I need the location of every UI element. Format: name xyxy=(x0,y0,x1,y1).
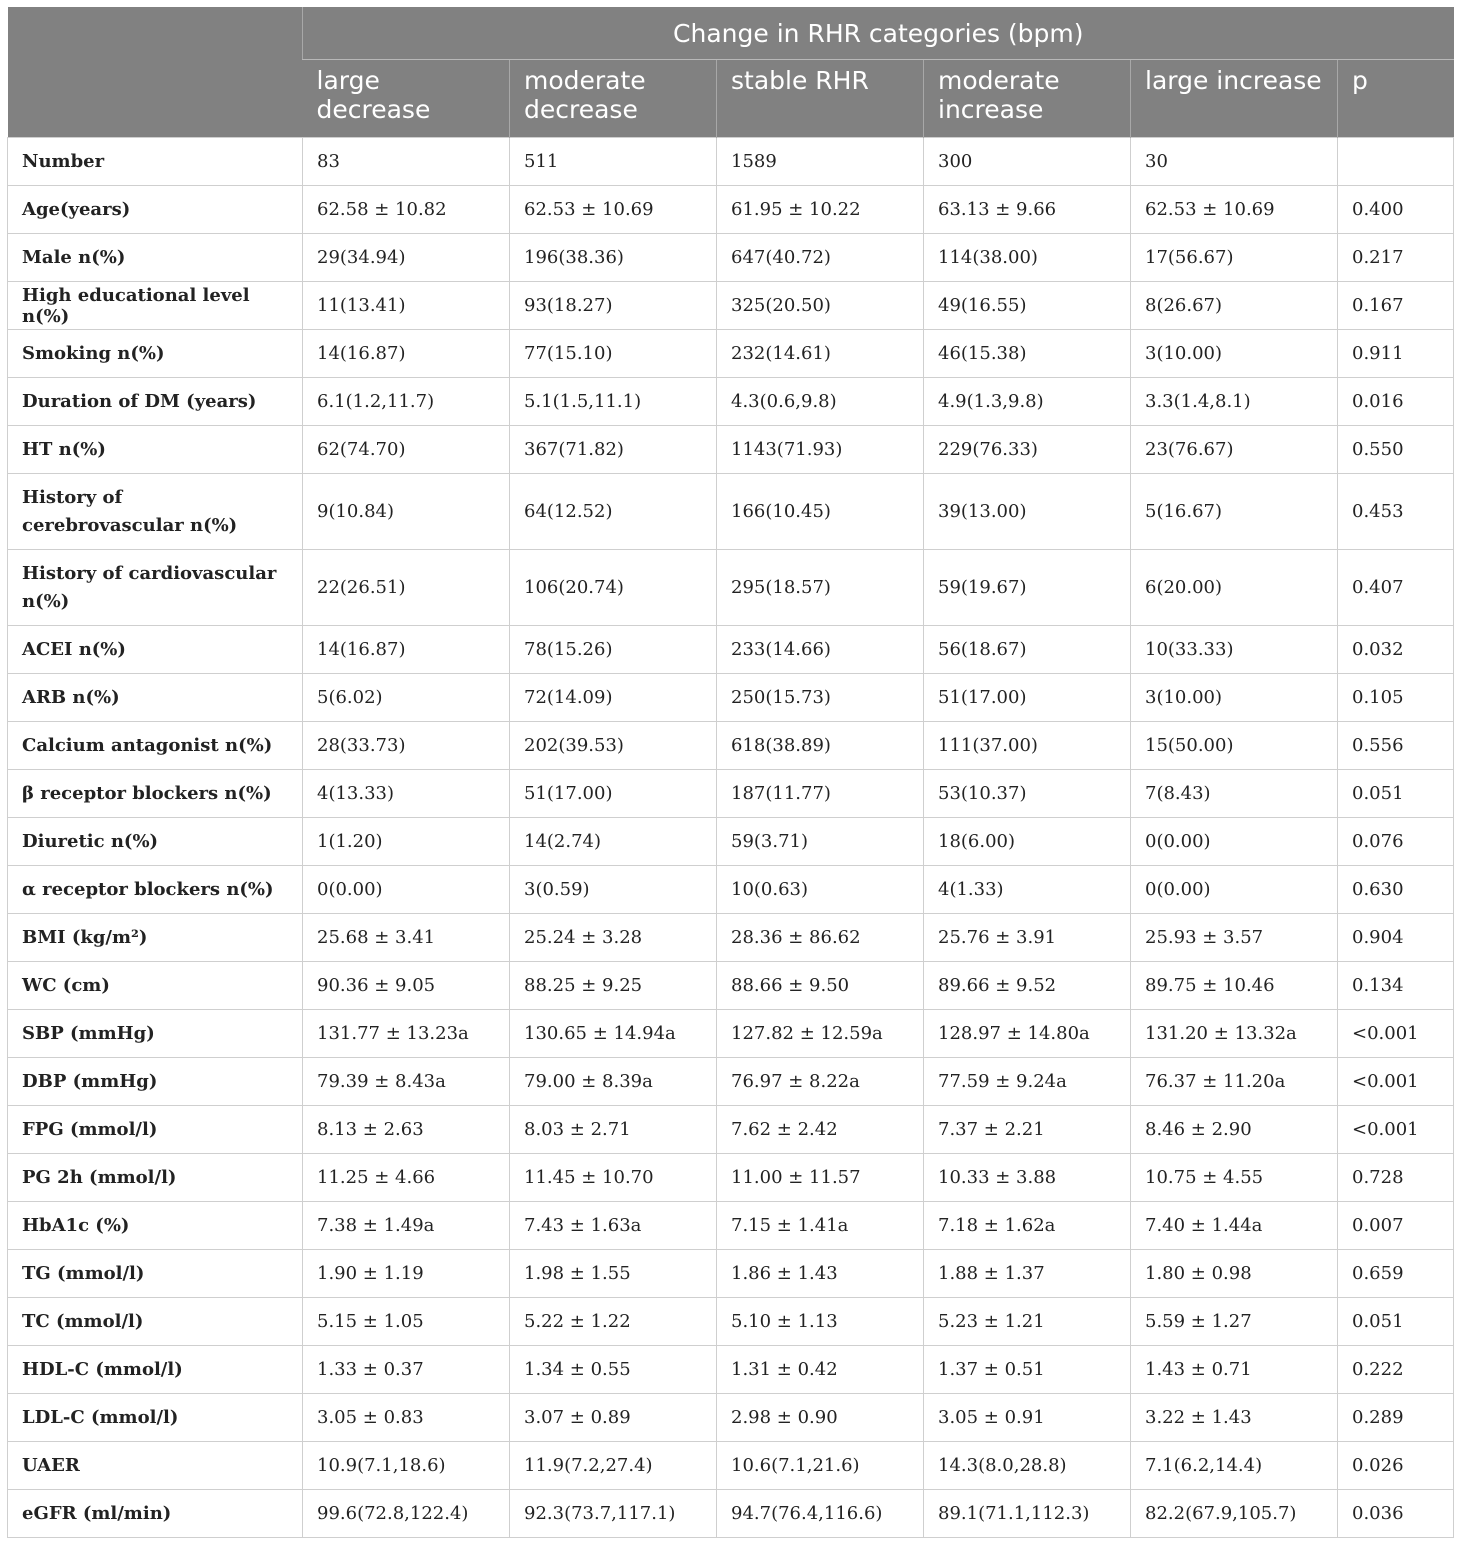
table-cell: 0.222 xyxy=(1338,1346,1454,1394)
table-cell: 30 xyxy=(1131,138,1338,186)
table-cell: 295(18.57) xyxy=(717,550,924,626)
table-row xyxy=(8,962,1454,1010)
table-cell: 0.911 xyxy=(1338,330,1454,378)
row-label: HbA1c (%) xyxy=(8,1202,303,1250)
table-cell: 128.97 ± 14.80a xyxy=(924,1010,1131,1058)
table-row xyxy=(8,722,1454,770)
row-label: ACEI n(%) xyxy=(8,626,303,674)
table-cell: 1.37 ± 0.51 xyxy=(924,1346,1131,1394)
table-cell: 8(26.67) xyxy=(1131,282,1338,330)
table-cell: 618(38.89) xyxy=(717,722,924,770)
table-cell: 0(0.00) xyxy=(303,866,510,914)
table-cell: 232(14.61) xyxy=(717,330,924,378)
table-row xyxy=(8,1490,1454,1538)
table-cell: 76.97 ± 8.22a xyxy=(717,1058,924,1106)
table-cell: 1.88 ± 1.37 xyxy=(924,1250,1131,1298)
table-row xyxy=(8,550,1454,626)
row-label: WC (cm) xyxy=(8,962,303,1010)
table-cell: 28.36 ± 86.62 xyxy=(717,914,924,962)
table-cell: 4(13.33) xyxy=(303,770,510,818)
table-cell: 6(20.00) xyxy=(1131,550,1338,626)
table-cell: 0.051 xyxy=(1338,1298,1454,1346)
header-corner-cell xyxy=(8,7,303,138)
table-cell: 83 xyxy=(303,138,510,186)
table-cell: 1.43 ± 0.71 xyxy=(1131,1346,1338,1394)
table-cell: 10.9(7.1,18.6) xyxy=(303,1442,510,1490)
table-cell: 0.289 xyxy=(1338,1394,1454,1442)
table-row xyxy=(8,1250,1454,1298)
table-cell: 1143(71.93) xyxy=(717,426,924,474)
table-cell: 10.33 ± 3.88 xyxy=(924,1154,1131,1202)
table-cell: 28(33.73) xyxy=(303,722,510,770)
table-cell: 1589 xyxy=(717,138,924,186)
table-cell: 7.37 ± 2.21 xyxy=(924,1106,1131,1154)
row-label: Number xyxy=(8,138,303,186)
table-cell: 89.1(71.1,112.3) xyxy=(924,1490,1131,1538)
table-cell: 1.33 ± 0.37 xyxy=(303,1346,510,1394)
table-cell: 196(38.36) xyxy=(510,234,717,282)
table-row xyxy=(8,330,1454,378)
row-label: DBP (mmHg) xyxy=(8,1058,303,1106)
table-row xyxy=(8,234,1454,282)
table-cell: 0(0.00) xyxy=(1131,818,1338,866)
table-cell: 14(16.87) xyxy=(303,626,510,674)
table-cell: 72(14.09) xyxy=(510,674,717,722)
table-cell: 0.051 xyxy=(1338,770,1454,818)
table-cell: 14.3(8.0,28.8) xyxy=(924,1442,1131,1490)
table-cell: 166(10.45) xyxy=(717,474,924,550)
table-cell: 0.728 xyxy=(1338,1154,1454,1202)
table-body xyxy=(8,138,1454,1538)
table-cell: 1.31 ± 0.42 xyxy=(717,1346,924,1394)
table-cell: 1.34 ± 0.55 xyxy=(510,1346,717,1394)
table-cell: 3.07 ± 0.89 xyxy=(510,1394,717,1442)
table-cell: 0.556 xyxy=(1338,722,1454,770)
table-cell: 25.68 ± 3.41 xyxy=(303,914,510,962)
table-cell: 5.10 ± 1.13 xyxy=(717,1298,924,1346)
table-cell: 106(20.74) xyxy=(510,550,717,626)
row-label: Calcium antagonist n(%) xyxy=(8,722,303,770)
table-row xyxy=(8,1346,1454,1394)
table-cell: 5(6.02) xyxy=(303,674,510,722)
table-cell: 62.53 ± 10.69 xyxy=(1131,186,1338,234)
table-cell: 0.217 xyxy=(1338,234,1454,282)
table-cell: 647(40.72) xyxy=(717,234,924,282)
table-cell: 187(11.77) xyxy=(717,770,924,818)
table-cell: 88.25 ± 9.25 xyxy=(510,962,717,1010)
table-row xyxy=(8,474,1454,550)
table-cell: 53(10.37) xyxy=(924,770,1131,818)
table-row xyxy=(8,1058,1454,1106)
table-row xyxy=(8,282,1454,330)
row-label: History of cardiovascular n(%) xyxy=(8,550,303,626)
table-cell: 51(17.00) xyxy=(924,674,1131,722)
table-cell: 14(16.87) xyxy=(303,330,510,378)
table-cell: 93(18.27) xyxy=(510,282,717,330)
table-cell: 202(39.53) xyxy=(510,722,717,770)
table-cell: 17(56.67) xyxy=(1131,234,1338,282)
table-cell: 10(0.63) xyxy=(717,866,924,914)
table-cell: 0.026 xyxy=(1338,1442,1454,1490)
row-label: β receptor blockers n(%) xyxy=(8,770,303,818)
table-cell: 114(38.00) xyxy=(924,234,1131,282)
table-cell: 233(14.66) xyxy=(717,626,924,674)
table-row xyxy=(8,186,1454,234)
table-cell: 23(76.67) xyxy=(1131,426,1338,474)
table-cell: 0.032 xyxy=(1338,626,1454,674)
table-cell: 51(17.00) xyxy=(510,770,717,818)
table-cell: 367(71.82) xyxy=(510,426,717,474)
row-label: Male n(%) xyxy=(8,234,303,282)
row-label: History of cerebrovascular n(%) xyxy=(8,474,303,550)
table-cell: 5.59 ± 1.27 xyxy=(1131,1298,1338,1346)
row-label: High educational level n(%) xyxy=(8,282,303,330)
table-cell: 0.400 xyxy=(1338,186,1454,234)
table-cell: 62.58 ± 10.82 xyxy=(303,186,510,234)
table-cell: 8.46 ± 2.90 xyxy=(1131,1106,1338,1154)
table-cell: 77(15.10) xyxy=(510,330,717,378)
table-cell: 29(34.94) xyxy=(303,234,510,282)
table-cell: 4.3(0.6,9.8) xyxy=(717,378,924,426)
table-cell: 0.016 xyxy=(1338,378,1454,426)
table-header xyxy=(8,7,1454,138)
table-cell: 3.05 ± 0.91 xyxy=(924,1394,1131,1442)
table-cell: 10.6(7.1,21.6) xyxy=(717,1442,924,1490)
table-row xyxy=(8,626,1454,674)
table-cell: 6.1(1.2,11.7) xyxy=(303,378,510,426)
table-cell: 11.45 ± 10.70 xyxy=(510,1154,717,1202)
row-label: LDL-C (mmol/l) xyxy=(8,1394,303,1442)
row-label: Age(years) xyxy=(8,186,303,234)
table-cell: 300 xyxy=(924,138,1131,186)
table-cell: 82.2(67.9,105.7) xyxy=(1131,1490,1338,1538)
table-cell: 25.76 ± 3.91 xyxy=(924,914,1131,962)
table-cell: 89.75 ± 10.46 xyxy=(1131,962,1338,1010)
table-row xyxy=(8,138,1454,186)
table-cell: 131.20 ± 13.32a xyxy=(1131,1010,1338,1058)
row-label: α receptor blockers n(%) xyxy=(8,866,303,914)
table-cell: 14(2.74) xyxy=(510,818,717,866)
table-cell: 5.23 ± 1.21 xyxy=(924,1298,1131,1346)
table-cell: 39(13.00) xyxy=(924,474,1131,550)
table-cell: 5.22 ± 1.22 xyxy=(510,1298,717,1346)
table-row xyxy=(8,426,1454,474)
column-header-large-increase: large increase xyxy=(1131,60,1338,138)
table-cell: 511 xyxy=(510,138,717,186)
table-cell: 25.24 ± 3.28 xyxy=(510,914,717,962)
table-cell: 59(3.71) xyxy=(717,818,924,866)
table-cell: 11.00 ± 11.57 xyxy=(717,1154,924,1202)
table-cell: 10(33.33) xyxy=(1131,626,1338,674)
table-cell: 0.076 xyxy=(1338,818,1454,866)
table-cell: 0.659 xyxy=(1338,1250,1454,1298)
row-label: TC (mmol/l) xyxy=(8,1298,303,1346)
table-row xyxy=(8,1202,1454,1250)
table-cell: 62.53 ± 10.69 xyxy=(510,186,717,234)
table-row xyxy=(8,674,1454,722)
table-cell: 11.25 ± 4.66 xyxy=(303,1154,510,1202)
row-label: BMI (kg/m²) xyxy=(8,914,303,962)
table-cell: 4(1.33) xyxy=(924,866,1131,914)
table-row xyxy=(8,770,1454,818)
table-cell: 7.1(6.2,14.4) xyxy=(1131,1442,1338,1490)
table-cell: 0.167 xyxy=(1338,282,1454,330)
column-header-moderate-increase: moderate increase xyxy=(924,60,1131,138)
table-cell: 62(74.70) xyxy=(303,426,510,474)
table-cell: 3(10.00) xyxy=(1131,674,1338,722)
table-row xyxy=(8,1442,1454,1490)
table-row xyxy=(8,1394,1454,1442)
table-cell: 131.77 ± 13.23a xyxy=(303,1010,510,1058)
table-cell: 92.3(73.7,117.1) xyxy=(510,1490,717,1538)
table-cell: 3.05 ± 0.83 xyxy=(303,1394,510,1442)
row-label: Duration of DM (years) xyxy=(8,378,303,426)
table-cell: 15(50.00) xyxy=(1131,722,1338,770)
table-cell: 2.98 ± 0.90 xyxy=(717,1394,924,1442)
table-row xyxy=(8,1010,1454,1058)
table-cell: 7.15 ± 1.41a xyxy=(717,1202,924,1250)
column-header-p-value: p xyxy=(1338,60,1454,138)
table-cell: 1(1.20) xyxy=(303,818,510,866)
table-cell: 59(19.67) xyxy=(924,550,1131,626)
table-cell: 3.3(1.4,8.1) xyxy=(1131,378,1338,426)
table-cell: 11(13.41) xyxy=(303,282,510,330)
table-cell: 250(15.73) xyxy=(717,674,924,722)
table-row xyxy=(8,914,1454,962)
table-cell: <0.001 xyxy=(1338,1058,1454,1106)
table-cell: 0.550 xyxy=(1338,426,1454,474)
column-header-moderate-decrease: moderate decrease xyxy=(510,60,717,138)
table-cell: 325(20.50) xyxy=(717,282,924,330)
row-label: UAER xyxy=(8,1442,303,1490)
table-cell: 0.007 xyxy=(1338,1202,1454,1250)
table-cell: 0.105 xyxy=(1338,674,1454,722)
table-cell: 5(16.67) xyxy=(1131,474,1338,550)
table-cell: 11.9(7.2,27.4) xyxy=(510,1442,717,1490)
table-cell: 0(0.00) xyxy=(1131,866,1338,914)
table-cell: 7.18 ± 1.62a xyxy=(924,1202,1131,1250)
table-cell: 22(26.51) xyxy=(303,550,510,626)
table-cell: 7.62 ± 2.42 xyxy=(717,1106,924,1154)
table-cell: 0.630 xyxy=(1338,866,1454,914)
table-cell: 49(16.55) xyxy=(924,282,1131,330)
table-cell: 7(8.43) xyxy=(1131,770,1338,818)
table-cell: 0.134 xyxy=(1338,962,1454,1010)
table-cell xyxy=(1338,138,1454,186)
row-label: SBP (mmHg) xyxy=(8,1010,303,1058)
table-cell: 79.39 ± 8.43a xyxy=(303,1058,510,1106)
table-row xyxy=(8,866,1454,914)
table-cell: 46(15.38) xyxy=(924,330,1131,378)
table-cell: 90.36 ± 9.05 xyxy=(303,962,510,1010)
table-cell: 78(15.26) xyxy=(510,626,717,674)
table-cell: 5.15 ± 1.05 xyxy=(303,1298,510,1346)
table-cell: 8.13 ± 2.63 xyxy=(303,1106,510,1154)
row-label: PG 2h (mmol/l) xyxy=(8,1154,303,1202)
column-header-large-decrease: large decrease xyxy=(303,60,510,138)
table-cell: 0.453 xyxy=(1338,474,1454,550)
table-cell: 7.40 ± 1.44a xyxy=(1131,1202,1338,1250)
table-cell: <0.001 xyxy=(1338,1010,1454,1058)
table-cell: 76.37 ± 11.20a xyxy=(1131,1058,1338,1106)
table-cell: 8.03 ± 2.71 xyxy=(510,1106,717,1154)
table-cell: 3.22 ± 1.43 xyxy=(1131,1394,1338,1442)
table-row xyxy=(8,1154,1454,1202)
table-cell: 94.7(76.4,116.6) xyxy=(717,1490,924,1538)
table-cell: 61.95 ± 10.22 xyxy=(717,186,924,234)
table-row xyxy=(8,1106,1454,1154)
table-cell: 88.66 ± 9.50 xyxy=(717,962,924,1010)
row-label: Smoking n(%) xyxy=(8,330,303,378)
row-label: ARB n(%) xyxy=(8,674,303,722)
table-cell: 1.80 ± 0.98 xyxy=(1131,1250,1338,1298)
table-cell: 1.86 ± 1.43 xyxy=(717,1250,924,1298)
table-cell: 1.90 ± 1.19 xyxy=(303,1250,510,1298)
table-cell: 25.93 ± 3.57 xyxy=(1131,914,1338,962)
data-table xyxy=(7,7,1454,1538)
table-cell: 99.6(72.8,122.4) xyxy=(303,1490,510,1538)
table-cell: 3(0.59) xyxy=(510,866,717,914)
header-group-title: Change in RHR categories (bpm) xyxy=(303,7,1454,60)
table-cell: 4.9(1.3,9.8) xyxy=(924,378,1131,426)
table-cell: 5.1(1.5,11.1) xyxy=(510,378,717,426)
table-cell: 7.38 ± 1.49a xyxy=(303,1202,510,1250)
table-cell: 56(18.67) xyxy=(924,626,1131,674)
row-label: FPG (mmol/l) xyxy=(8,1106,303,1154)
row-label: eGFR (ml/min) xyxy=(8,1490,303,1538)
table-cell: 0.904 xyxy=(1338,914,1454,962)
table-cell: 18(6.00) xyxy=(924,818,1131,866)
table-cell: 9(10.84) xyxy=(303,474,510,550)
table-cell: 0.036 xyxy=(1338,1490,1454,1538)
table-cell: 89.66 ± 9.52 xyxy=(924,962,1131,1010)
table-row xyxy=(8,378,1454,426)
row-label: HDL-C (mmol/l) xyxy=(8,1346,303,1394)
table-cell: 130.65 ± 14.94a xyxy=(510,1010,717,1058)
table-cell: 7.43 ± 1.63a xyxy=(510,1202,717,1250)
row-label: TG (mmol/l) xyxy=(8,1250,303,1298)
table-row xyxy=(8,1298,1454,1346)
table-cell: 10.75 ± 4.55 xyxy=(1131,1154,1338,1202)
table-cell: 64(12.52) xyxy=(510,474,717,550)
table-cell: 3(10.00) xyxy=(1131,330,1338,378)
table-cell: 0.407 xyxy=(1338,550,1454,626)
table-cell: <0.001 xyxy=(1338,1106,1454,1154)
table-cell: 127.82 ± 12.59a xyxy=(717,1010,924,1058)
table-cell: 79.00 ± 8.39a xyxy=(510,1058,717,1106)
table-container xyxy=(7,7,1453,1538)
table-row xyxy=(8,818,1454,866)
table-cell: 229(76.33) xyxy=(924,426,1131,474)
table-cell: 111(37.00) xyxy=(924,722,1131,770)
table-cell: 1.98 ± 1.55 xyxy=(510,1250,717,1298)
table-cell: 63.13 ± 9.66 xyxy=(924,186,1131,234)
row-label: Diuretic n(%) xyxy=(8,818,303,866)
row-label: HT n(%) xyxy=(8,426,303,474)
column-header-stable-rhr: stable RHR xyxy=(717,60,924,138)
table-cell: 77.59 ± 9.24a xyxy=(924,1058,1131,1106)
